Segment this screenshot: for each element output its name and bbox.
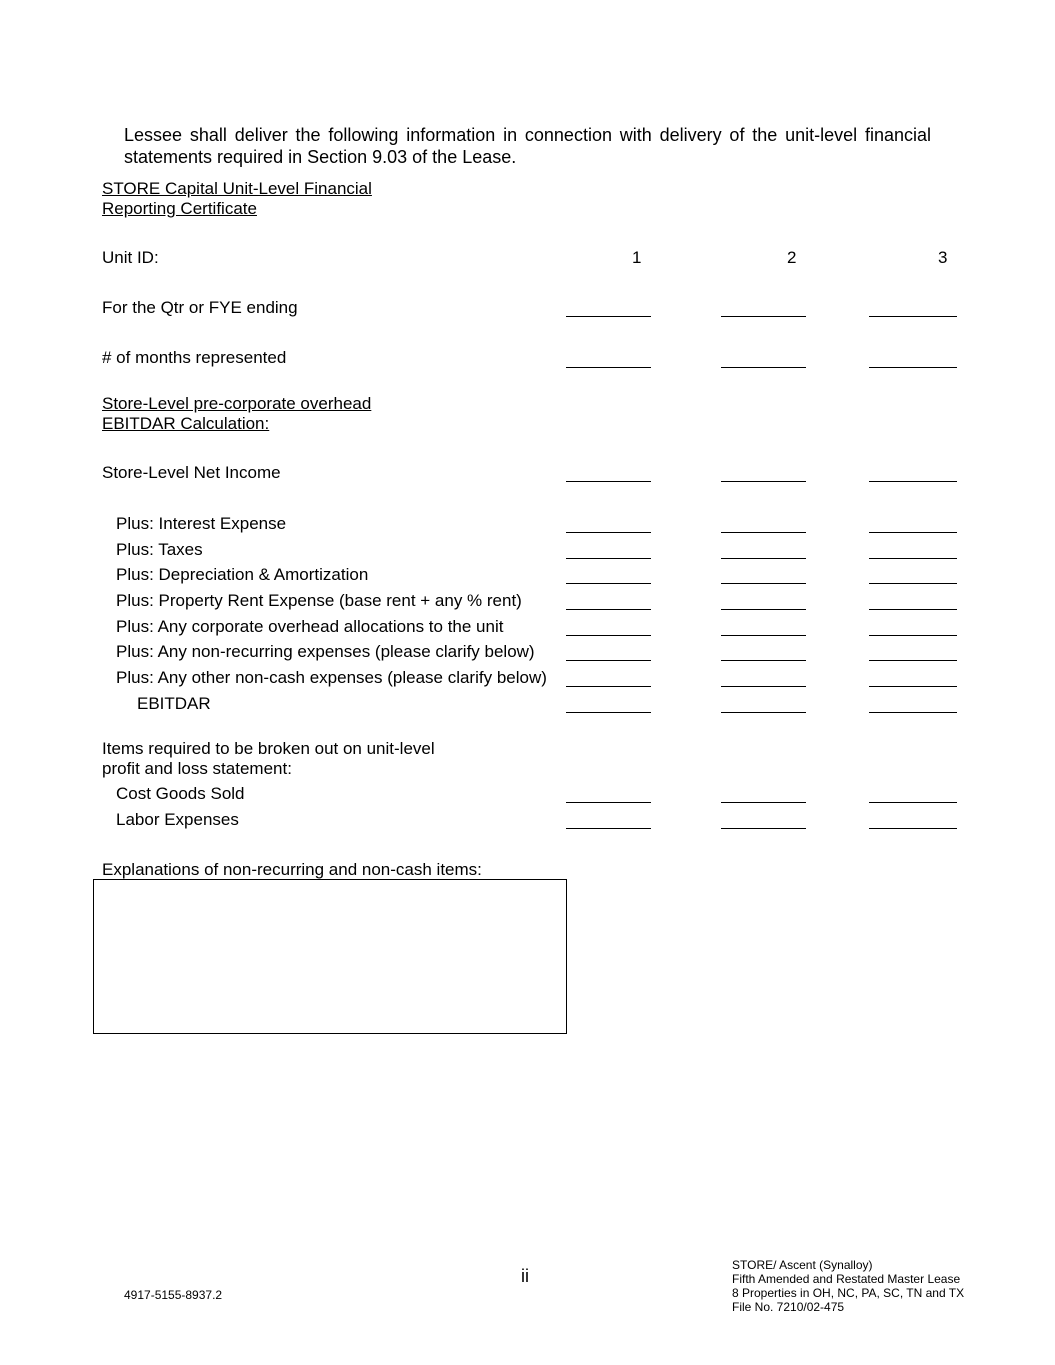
labor-expenses-label: Labor Expenses [116,810,239,829]
blank-rent-unit-2[interactable] [721,609,806,610]
breakout-heading-line-2: profit and loss statement: [102,759,292,778]
explanations-label: Explanations of non-recurring and non-cash items: [102,860,482,879]
breakout-heading-line-1: Items required to be broken out on unit-level [102,739,435,758]
blank-ebitdar-unit-2[interactable] [721,712,806,713]
blank-taxes-unit-3[interactable] [869,558,957,559]
blank-qtr-unit-2[interactable] [721,316,806,317]
interest-expense-label: Plus: Interest Expense [116,514,287,533]
ebitdar-heading-line-2: EBITDAR Calculation: [102,414,270,433]
non-cash-expenses-label: Plus: Any other non-cash expenses (please clarify below) [116,668,547,687]
blank-interest-unit-2[interactable] [721,532,806,533]
certificate-title-line-1: STORE Capital Unit-Level Financial [102,179,372,198]
months-represented-label: # of months represented [102,348,287,367]
corporate-overhead-label: Plus: Any corporate overhead allocations to the unit [116,617,504,636]
blank-qtr-unit-3[interactable] [869,316,957,317]
unit-column-1: 1 [632,248,642,267]
blank-labor-unit-1[interactable] [566,828,651,829]
ebitdar-heading-line-1: Store-Level pre-corporate overhead [102,394,372,413]
blank-rent-unit-1[interactable] [566,609,651,610]
qtr-fye-ending-label: For the Qtr or FYE ending [102,298,298,317]
blank-net-income-unit-1[interactable] [566,481,651,482]
ebitdar-label: EBITDAR [137,694,211,713]
blank-cogs-unit-3[interactable] [869,802,957,803]
depreciation-amortization-label: Plus: Depreciation & Amortization [116,565,369,584]
blank-interest-unit-1[interactable] [566,532,651,533]
blank-cogs-unit-1[interactable] [566,802,651,803]
unit-column-2: 2 [787,248,797,267]
blank-overhead-unit-2[interactable] [721,635,806,636]
certificate-title-line-2: Reporting Certificate [102,199,257,218]
blank-taxes-unit-1[interactable] [566,558,651,559]
footer-right-block [732,1258,964,1314]
taxes-label: Plus: Taxes [116,540,203,559]
store-net-income-label: Store-Level Net Income [102,463,281,482]
blank-ebitdar-unit-3[interactable] [869,712,957,713]
blank-non-cash-unit-3[interactable] [869,686,957,687]
blank-ebitdar-unit-1[interactable] [566,712,651,713]
blank-months-unit-2[interactable] [721,367,806,368]
footer-right-line-2: Fifth Amended and Restated Master Lease [732,1272,961,1286]
blank-non-recurring-unit-1[interactable] [566,660,651,661]
blank-cogs-unit-2[interactable] [721,802,806,803]
blank-non-cash-unit-2[interactable] [721,686,806,687]
unit-column-3: 3 [938,248,948,267]
blank-net-income-unit-3[interactable] [869,481,957,482]
blank-net-income-unit-2[interactable] [721,481,806,482]
blank-non-cash-unit-1[interactable] [566,686,651,687]
blank-depreciation-unit-3[interactable] [869,583,957,584]
blank-interest-unit-3[interactable] [869,532,957,533]
non-recurring-expenses-label: Plus: Any non-recurring expenses (please clarify below) [116,642,535,661]
blank-non-recurring-unit-2[interactable] [721,660,806,661]
blank-labor-unit-2[interactable] [721,828,806,829]
intro-paragraph: Lessee shall deliver the following information in connection with delivery of the unit-level financial statements required in Section 9.03 of the Lease. [124,125,931,167]
unit-id-label: Unit ID: [102,248,159,267]
blank-months-unit-1[interactable] [566,367,651,368]
blank-depreciation-unit-1[interactable] [566,583,651,584]
blank-months-unit-3[interactable] [869,367,957,368]
blank-qtr-unit-1[interactable] [566,316,651,317]
blank-non-recurring-unit-3[interactable] [869,660,957,661]
blank-depreciation-unit-2[interactable] [721,583,806,584]
blank-rent-unit-3[interactable] [869,609,957,610]
cost-goods-sold-label: Cost Goods Sold [116,784,245,803]
blank-labor-unit-3[interactable] [869,828,957,829]
blank-overhead-unit-3[interactable] [869,635,957,636]
blank-overhead-unit-1[interactable] [566,635,651,636]
property-rent-expense-label: Plus: Property Rent Expense (base rent + any % rent) [116,591,522,610]
explanations-textbox[interactable] [93,879,567,1034]
footer-right-line-3: 8 Properties in OH, NC, PA, SC, TN and TX [732,1286,965,1300]
footer-right-line-4: File No. 7210/02-475 [732,1300,845,1314]
page-number: ii [521,1266,529,1286]
blank-taxes-unit-2[interactable] [721,558,806,559]
document-id: 4917-5155-8937.2 [124,1288,223,1302]
footer-right-line-1: STORE/ Ascent (Synalloy) [732,1258,873,1272]
